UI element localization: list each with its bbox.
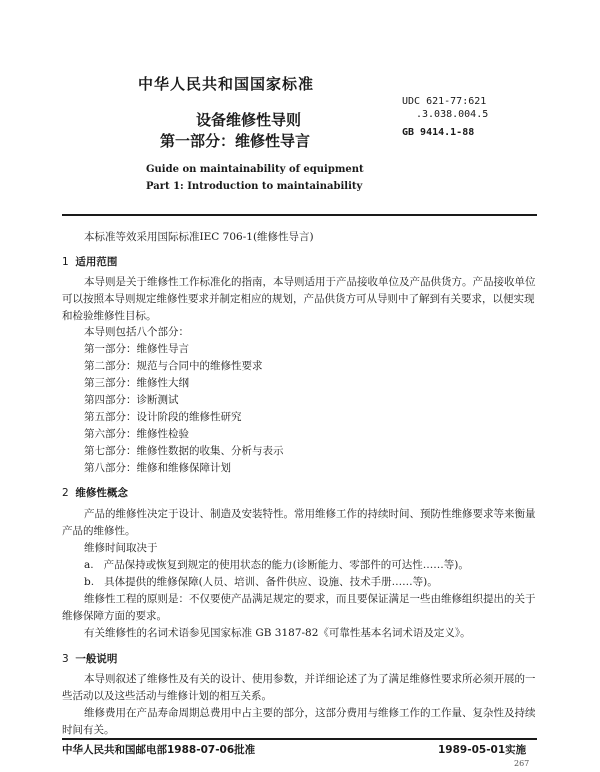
udc-code-continued: .3.038.004.5 xyxy=(416,109,489,120)
s1-paragraph-2: 本导则包括八个部分： xyxy=(84,326,189,338)
part-list-item: 第六部分：维修性检验 xyxy=(84,428,189,440)
part-list-item: 第五部分：设计阶段的维修性研究 xyxy=(84,411,242,423)
part-list-item: 第八部分：维修和维修保障计划 xyxy=(84,462,231,474)
s3-paragraph-2: 维修费用在产品寿命周期总费用中占主要的部分，这部分费用与维修工作的工作量、复杂性及持续时间有关。 xyxy=(62,707,536,736)
section-number: 1 xyxy=(62,256,69,268)
s1-paragraph-1: 本导则是关于维修性工作标准化的指南，本导则适用于产品接收单位及产品供货方。产品接收单位可以按照本导则规定维修性要求并制定相应的规划，产品供货方可从导则中了解到有关要求，以便实现和检验维修性目标。 xyxy=(62,276,536,322)
section-title: 一般说明 xyxy=(75,653,118,665)
s2-paragraph-4: 有关维修性的名词术语参见国家标准 GB 3187-82《可靠性基本名词术语及定义》。 xyxy=(84,627,471,639)
section-heading-3 xyxy=(62,651,117,666)
header-divider xyxy=(62,214,537,216)
section-title: 维修性概念 xyxy=(75,487,128,499)
item-text: 具体提供的维修保障(人员、培训、备件供应、设施、技术手册……等)。 xyxy=(104,576,438,588)
intro-line: 本标准等效采用国际标准IEC 706-1(维修性导言) xyxy=(84,231,314,243)
part-list-item: 第二部分：规范与合同中的维修性要求 xyxy=(84,360,263,372)
part-list-item: 第四部分：诊断测试 xyxy=(84,394,179,406)
effective-date-line: 1989-05-01实施 xyxy=(438,744,527,756)
item-text: 产品保持或恢复到规定的使用状态的能力(诊断能力、零部件的可达性……等)。 xyxy=(103,559,469,571)
section-heading-1 xyxy=(62,254,117,269)
title-en-line-2: Part 1: Introduction to maintainability xyxy=(146,181,363,192)
national-standard-heading: 中华人民共和国国家标准 xyxy=(138,75,315,93)
item-label: a. xyxy=(84,559,94,571)
section-title: 适用范围 xyxy=(75,256,118,268)
section-number: 3 xyxy=(62,653,69,665)
part-list-item: 第七部分：维修性数据的收集、分析与表示 xyxy=(84,445,284,457)
title-cn-line-2: 第一部分：维修性导言 xyxy=(160,132,311,150)
udc-code: UDC 621-77:621 xyxy=(402,96,487,107)
s2-paragraph-2: 维修时间取决于 xyxy=(84,542,158,554)
approval-line: 中华人民共和国邮电部1988-07-06批准 xyxy=(62,744,256,756)
footer-divider xyxy=(62,738,537,740)
title-en-line-1: Guide on maintainability of equipment xyxy=(146,164,364,175)
section-number: 2 xyxy=(62,487,69,499)
section-heading-2 xyxy=(62,485,128,500)
item-label: b. xyxy=(84,576,95,588)
s2-item-b xyxy=(84,574,438,589)
s2-paragraph-3: 维修性工程的原则是：不仅要使产品满足规定的要求，而且要保证满足一些由维修组织提出的关于维修保障方面的要求。 xyxy=(62,593,536,622)
gb-number: GB 9414.1-88 xyxy=(402,127,475,138)
s3-paragraph-1: 本导则叙述了维修性及有关的设计、使用参数，并详细论述了为了满足维修性要求所必须开展的一些活动以及这些活动与维修计划的相互关系。 xyxy=(62,673,536,702)
title-cn-line-1: 设备维修性导则 xyxy=(196,111,302,129)
s2-paragraph-1: 产品的维修性决定于设计、制造及安装特性。常用维修工作的持续时间、预防性维修要求等来衡量产品的维修性。 xyxy=(62,508,536,537)
part-list-item: 第三部分：维修性大纲 xyxy=(84,377,189,389)
page-number: 267 xyxy=(514,759,530,768)
s2-item-a xyxy=(84,557,469,572)
part-list-item: 第一部分：维修性导言 xyxy=(84,343,189,355)
